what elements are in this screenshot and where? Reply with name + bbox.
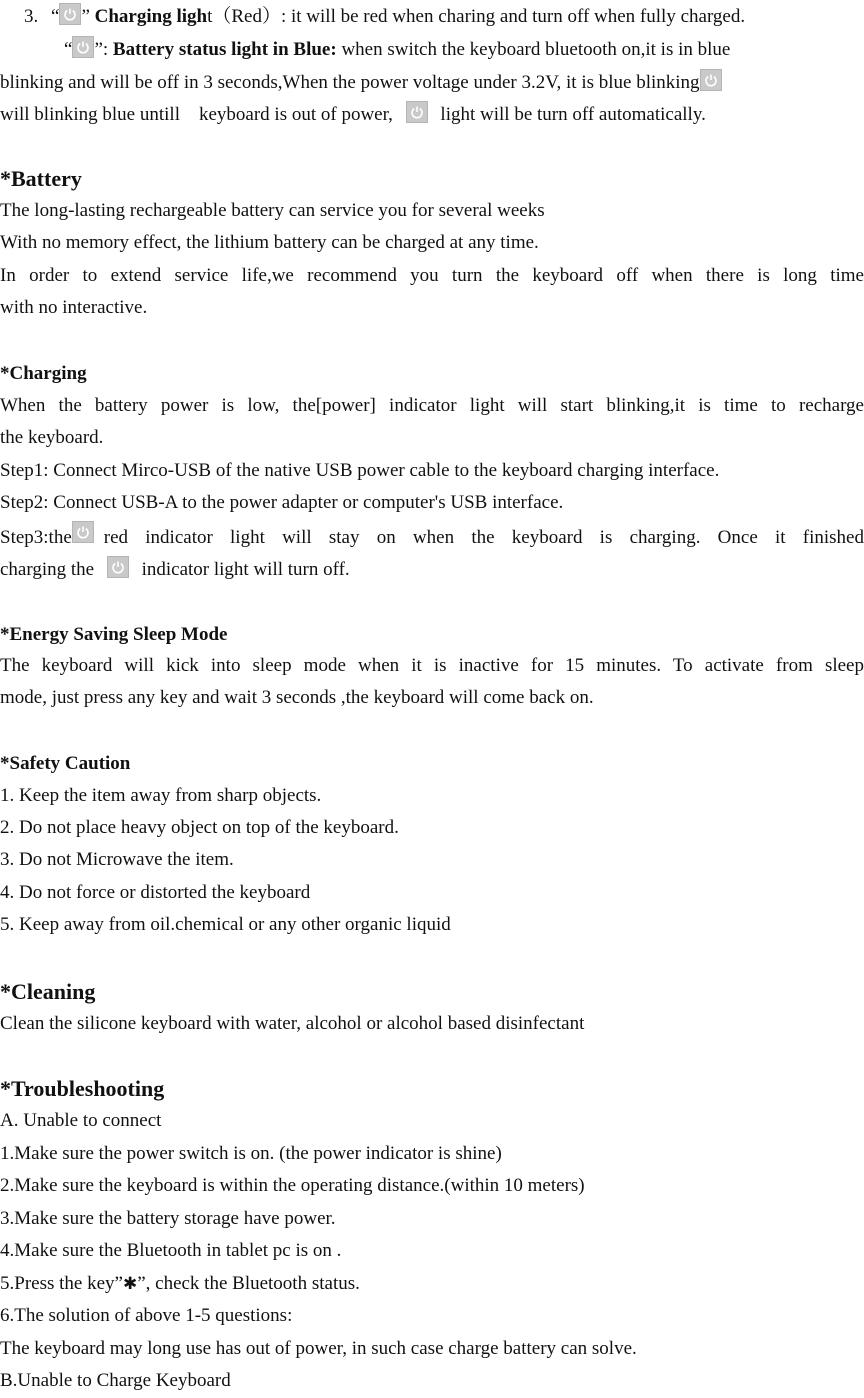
sleep-heading: *Energy Saving Sleep Mode [0, 624, 228, 645]
battery-heading: *Battery [0, 166, 82, 191]
bluetooth-key-icon: ✱ [122, 1274, 138, 1294]
safety-item: 5. Keep away from oil.chemical or any other organic liquid [0, 914, 451, 935]
safety-heading: *Safety Caution [0, 753, 131, 774]
item3-line4: will blinking blue untill keyboard is out of power, light will be turn off automatically. [0, 99, 706, 132]
power-icon [72, 521, 94, 543]
troubleshooting-solution: The keyboard may long use has out of power, in such case charge battery can solve. [0, 1338, 637, 1359]
charging-heading: *Charging [0, 363, 87, 384]
power-icon [72, 36, 94, 58]
power-icon [406, 101, 428, 123]
charging-line: When the battery power is low, the[power] indicator light will start blinking,it is time to recharge [0, 395, 864, 416]
troubleshooting-sub-b: B.Unable to Charge Keyboard [0, 1370, 231, 1391]
power-icon [59, 3, 81, 25]
troubleshooting-sub-a: A. Unable to connect [0, 1110, 162, 1131]
troubleshooting-item: 5.Press the key”✱”, check the Bluetooth status. [0, 1268, 360, 1301]
item3-line1: 3. “ ” Charging light（Red）: it will be red when charing and turn off when fully charged. [24, 1, 745, 34]
charging-step3: Step3:the red indicator light will stay on when the keyboard is charging. Once it finished [0, 521, 864, 555]
troubleshooting-item: 6.The solution of above 1-5 questions: [0, 1305, 293, 1326]
safety-item: 2. Do not place heavy object on top of the keyboard. [0, 817, 399, 838]
charging-step3-cont: charging the indicator light will turn off. [0, 554, 350, 587]
troubleshooting-heading: *Troubleshooting [0, 1076, 165, 1101]
battery-line: The long-lasting rechargeable battery can service you for several weeks [0, 200, 545, 221]
cleaning-line: Clean the silicone keyboard with water, alcohol or alcohol based disinfectant [0, 1013, 585, 1034]
power-icon [700, 69, 722, 91]
troubleshooting-item: 1.Make sure the power switch is on. (the power indicator is shine) [0, 1143, 502, 1164]
charging-step2: Step2: Connect USB-A to the power adapter or computer's USB interface. [0, 492, 564, 513]
troubleshooting-item: 4.Make sure the Bluetooth in tablet pc is on . [0, 1240, 342, 1261]
safety-item: 3. Do not Microwave the item. [0, 849, 234, 870]
battery-line: With no memory effect, the lithium battery can be charged at any time. [0, 232, 539, 253]
power-icon [107, 556, 129, 578]
battery-status-label: Battery status light in Blue: [112, 39, 337, 60]
troubleshooting-item: 2.Make sure the keyboard is within the operating distance.(within 10 meters) [0, 1175, 585, 1196]
safety-item: 1. Keep the item away from sharp objects. [0, 785, 322, 806]
cleaning-heading: *Cleaning [0, 979, 96, 1004]
item3-line2: “ ”: Battery status light in Blue: when switch the keyboard bluetooth on,it is in blue [0, 34, 864, 67]
item3-line3: blinking and will be off in 3 seconds,When the power voltage under 3.2V, it is blue blinking [0, 67, 722, 100]
sleep-line: The keyboard will kick into sleep mode when it is inactive for 15 minutes. To activate from sleep [0, 655, 864, 676]
sleep-line: mode, just press any key and wait 3 seconds ,the keyboard will come back on. [0, 687, 594, 708]
safety-item: 4. Do not force or distorted the keyboard [0, 882, 311, 903]
charging-step1: Step1: Connect Mirco-USB of the native USB power cable to the keyboard charging interface. [0, 460, 720, 481]
charging-light-label: Charging ligh [94, 6, 208, 27]
item3-number: 3. [24, 6, 39, 27]
battery-line: In order to extend service life,we recommend you turn the keyboard off when there is long time [0, 265, 864, 286]
charging-line: the keyboard. [0, 427, 104, 448]
troubleshooting-item: 3.Make sure the battery storage have power. [0, 1208, 336, 1229]
battery-line: with no interactive. [0, 297, 148, 318]
